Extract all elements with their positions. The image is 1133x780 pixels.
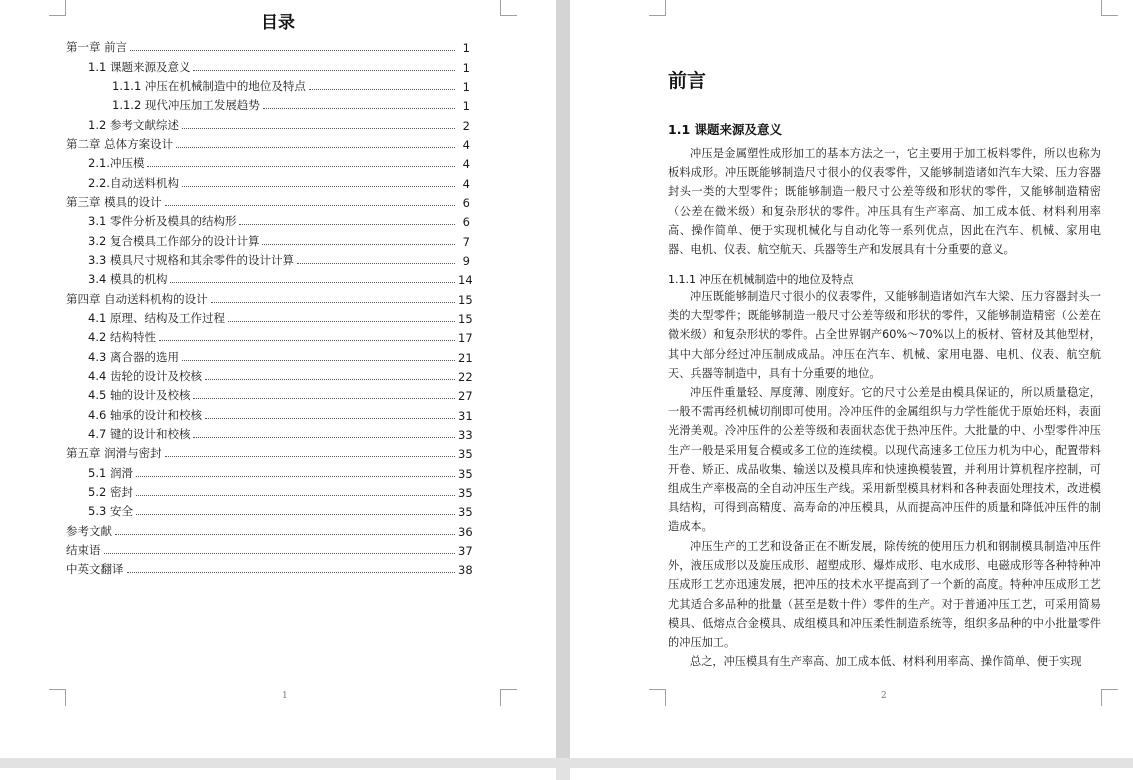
- toc-entry-page: 2: [462, 118, 470, 133]
- subsection-heading: 1.1.1 冲压在机械制造中的地位及特点: [668, 273, 854, 286]
- toc-entry[interactable]: [66, 307, 473, 326]
- toc-entry-page: 6: [462, 215, 470, 230]
- toc-entry[interactable]: [66, 152, 470, 171]
- toc-entry-page: 36: [458, 524, 473, 539]
- toc-leader-dots: [205, 418, 455, 419]
- toc-entry[interactable]: [66, 94, 470, 113]
- crop-mark-bottom-left: [649, 689, 666, 706]
- toc-entry-title: 5.1 润滑: [88, 465, 133, 480]
- next-page-strip: [0, 758, 1133, 780]
- toc-entry[interactable]: [66, 403, 473, 423]
- toc-entry-title: 1.2 参考文献综述: [88, 117, 179, 132]
- toc-leader-dots: [147, 166, 455, 167]
- toc-entry-title: 第二章 总体方案设计: [66, 136, 174, 151]
- toc-entry[interactable]: [66, 113, 470, 132]
- toc-entry-page: 22: [458, 369, 473, 384]
- toc-leader-dots: [263, 108, 455, 109]
- toc-entry-page: 4: [462, 137, 470, 152]
- toc-leader-dots: [130, 50, 455, 51]
- toc-entry[interactable]: [66, 442, 473, 462]
- toc-leader-dots: [182, 128, 455, 129]
- toc-entry-page: 31: [458, 408, 473, 423]
- toc-entry-page: 37: [458, 543, 473, 558]
- toc-leader-dots: [309, 89, 455, 90]
- crop-mark-bottom-right: [500, 689, 517, 706]
- page-gap: [556, 0, 570, 780]
- toc-entry-title: 5.3 安全: [88, 504, 133, 519]
- toc-entry-title: 4.2 结构特性: [88, 330, 156, 345]
- toc-entry[interactable]: [66, 36, 470, 55]
- toc-entry[interactable]: [66, 326, 473, 346]
- toc-entry[interactable]: [66, 423, 473, 442]
- toc-entry-title: 4.4 齿轮的设计及校核: [88, 368, 202, 383]
- toc-entry-title: 第四章 自动送料机构的设计: [66, 291, 208, 306]
- toc-entry-title: 4.7 键的设计和校核: [88, 426, 191, 441]
- toc-list: [66, 36, 473, 578]
- toc-entry-page: 1: [462, 99, 470, 114]
- crop-mark-bottom-left: [49, 689, 66, 706]
- toc-entry-title: 3.2 复合模具工作部分的设计计算: [88, 233, 260, 248]
- toc-leader-dots: [165, 456, 455, 457]
- toc-entry-title: 3.1 零件分析及模具的结构形: [88, 214, 237, 229]
- toc-entry[interactable]: [66, 481, 473, 500]
- toc-leader-dots: [136, 476, 455, 477]
- page-number: 2: [881, 691, 887, 701]
- toc-entry-title: 第五章 润滑与密封: [66, 446, 162, 461]
- toc-entry-page: 35: [458, 505, 473, 520]
- toc-entry-page: 33: [458, 427, 473, 442]
- toc-leader-dots: [127, 572, 456, 573]
- toc-entry-title: 5.2 密封: [88, 484, 133, 499]
- toc-entry-title: 4.5 轴的设计及校核: [88, 388, 191, 403]
- toc-entry[interactable]: [66, 558, 473, 578]
- toc-entry[interactable]: [66, 287, 473, 307]
- toc-entry-title: 参考文献: [66, 523, 112, 538]
- toc-entry-page: 35: [458, 466, 473, 481]
- toc-leader-dots: [165, 205, 455, 206]
- toc-entry-page: 15: [458, 292, 473, 307]
- document-page-preface[interactable]: [570, 0, 1133, 758]
- section-heading: 1.1 课题来源及意义: [668, 122, 782, 137]
- toc-entry[interactable]: [66, 461, 473, 481]
- toc-entry-title: 中英文翻译: [66, 562, 124, 577]
- page-number: 1: [282, 691, 288, 701]
- toc-leader-dots: [239, 224, 455, 225]
- toc-entry-page: 6: [462, 195, 470, 210]
- paragraph: 冲压件重量轻、厚度薄、刚度好。它的尺寸公差是由模具保证的，所以质量稳定，一般不需再经机械切削即可使用。冷冲压件的金属组织与力学性能优于原始坯料，表面光滑美观。冷冲压件的公差等级和表面状态优于热冲压件。大批量的中、小型零件冲压生产一般是采用复合模或多工位的连续模。以现代高速多工位压力机为中心，配置带料开卷、矫正、成品收集、输送以及模具库和快速换模装置，并利用计算机程序控制，可组成生产率极高的全自动冲压生产线。采用新型模具材料和各种表面处理技术，改进模具结构，可得到高精度、高寿命的冲压模具，从而提高冲压件的质量和降低冲压件的制造成本。: [668, 386, 1101, 534]
- paragraph: 冲压是金属塑性成形加工的基本方法之一，它主要用于加工板料零件，所以也称为板料成形。冲压既能够制造尺寸很小的仪表零件，又能够制造诸如汽车大梁、压力容器封头一类的大型零件；既能够制造一般尺寸公差等级和形状的零件，又能够制造精密（公差在微米级）和复杂形状的零件。冲压具有生产率高、加工成本低、材料利用率高、操作简单、便于实现机械化与自动化等一系列优点，因此在汽车、机械、家用电器、电机、仪表、航空航天、兵器等生产和发展具有十分重要的意义。: [668, 147, 1101, 257]
- toc-leader-dots: [104, 553, 456, 554]
- toc-entry[interactable]: [66, 539, 473, 558]
- toc-entry-title: 1.1 课题来源及意义: [88, 59, 191, 74]
- toc-entry[interactable]: [66, 133, 470, 152]
- toc-entry-title: 1.1.2 现代冲压加工发展趋势: [112, 98, 260, 113]
- toc-entry[interactable]: [66, 384, 473, 404]
- next-page-left-top: [0, 768, 556, 780]
- toc-entry-page: 17: [458, 331, 473, 346]
- toc-entry-page: 21: [458, 350, 473, 365]
- toc-entry-page: 35: [458, 485, 473, 500]
- next-page-right-top: [570, 768, 1133, 780]
- toc-entry[interactable]: [66, 500, 473, 520]
- document-page-toc[interactable]: [0, 0, 556, 758]
- toc-leader-dots: [182, 360, 455, 361]
- toc-entry-title: 结束语: [66, 542, 101, 557]
- toc-entry[interactable]: [66, 519, 473, 539]
- toc-leader-dots: [182, 186, 455, 187]
- toc-entry[interactable]: [66, 229, 470, 248]
- toc-entry-page: 1: [462, 79, 470, 94]
- toc-entry-page: 27: [458, 389, 473, 404]
- toc-leader-dots: [115, 534, 455, 535]
- toc-entry-title: 第三章 模具的设计: [66, 194, 162, 209]
- toc-entry-page: 14: [458, 273, 473, 288]
- toc-leader-dots: [297, 263, 455, 264]
- toc-entry-page: 7: [462, 234, 470, 249]
- paragraph: 总之，冲压模具有生产率高、加工成本低、材料利用率高、操作简单、便于实现: [690, 655, 1082, 668]
- crop-mark-top-right: [1101, 0, 1118, 16]
- toc-leader-dots: [159, 340, 455, 341]
- toc-entry[interactable]: [66, 55, 470, 74]
- crop-mark-bottom-right: [1101, 689, 1118, 706]
- toc-leader-dots: [136, 514, 455, 515]
- paragraph: 冲压生产的工艺和设备正在不断发展，除传统的使用压力机和钢制模具制造冲压件外，液压成形以及旋压成形、超塑成形、爆炸成形、电水成形、电磁成形等各种特种冲压成形工艺亦迅速发展，把冲压的技术水平提高到了一个新的高度。特种冲压成形工艺尤其适合多品种的批量（甚至是数十件）零件的生产。对于普通冲压工艺，可采用简易模具、低熔点合金模具、成组模具和冲压柔性制造系统等，组织多品种的中小批量零件的冲压加工。: [668, 540, 1101, 650]
- toc-entry[interactable]: [66, 171, 470, 190]
- toc-entry-title: 2.2.自动送料机构: [88, 175, 179, 190]
- toc-leader-dots: [262, 244, 455, 245]
- toc-entry[interactable]: [66, 268, 473, 288]
- toc-entry-page: 15: [458, 311, 473, 326]
- toc-entry-page: 35: [458, 447, 473, 462]
- toc-entry-title: 2.1.冲压模: [88, 156, 145, 171]
- toc-leader-dots: [193, 437, 455, 438]
- toc-entry[interactable]: [66, 210, 470, 229]
- toc-leader-dots: [193, 70, 455, 71]
- toc-leader-dots: [205, 379, 455, 380]
- toc-entry-page: 4: [462, 176, 470, 191]
- toc-entry[interactable]: [66, 249, 470, 268]
- toc-entry-title: 3.4 模具的机构: [88, 272, 168, 287]
- toc-leader-dots: [228, 321, 455, 322]
- toc-entry-page: 1: [462, 41, 470, 56]
- toc-entry[interactable]: [66, 191, 470, 210]
- toc-leader-dots: [170, 282, 455, 283]
- toc-leader-dots: [193, 398, 455, 399]
- toc-entry-title: 第一章 前言: [66, 40, 128, 55]
- toc-title: 目录: [261, 13, 295, 33]
- toc-entry-page: 1: [462, 60, 470, 75]
- toc-entry-title: 3.3 模具尺寸规格和其余零件的设计计算: [88, 252, 294, 267]
- toc-entry-page: 38: [458, 563, 473, 578]
- toc-leader-dots: [176, 147, 455, 148]
- toc-entry[interactable]: [66, 345, 473, 365]
- toc-entry[interactable]: [66, 75, 470, 94]
- toc-leader-dots: [136, 495, 455, 496]
- toc-entry-page: 9: [462, 253, 470, 268]
- chapter-heading: 前言: [668, 70, 707, 92]
- toc-leader-dots: [211, 302, 455, 303]
- toc-entry-title: 4.1 原理、结构及工作过程: [88, 310, 225, 325]
- toc-entry-title: 1.1.1 冲压在机械制造中的地位及特点: [112, 78, 306, 93]
- toc-entry-title: 4.3 离合器的选用: [88, 349, 179, 364]
- toc-entry-page: 4: [462, 157, 470, 172]
- toc-entry-title: 4.6 轴承的设计和校核: [88, 407, 202, 422]
- crop-mark-top-left: [649, 0, 666, 16]
- toc-entry[interactable]: [66, 365, 473, 384]
- paragraph: 冲压既能够制造尺寸很小的仪表零件，又能够制造诸如汽车大梁、压力容器封头一类的大型零件；既能够制造一般尺寸公差等级和形状的零件，又能够制造精密（公差在微米级）和复杂形状的零件。占全世界钢产60%～70%以上的板材、管材及其他型材，其中大部分经过冲压制成成品。冲压在汽车、机械、家用电器、电机、仪表、航空航天、兵器等制造中，具有十分重要的地位。: [668, 290, 1101, 380]
